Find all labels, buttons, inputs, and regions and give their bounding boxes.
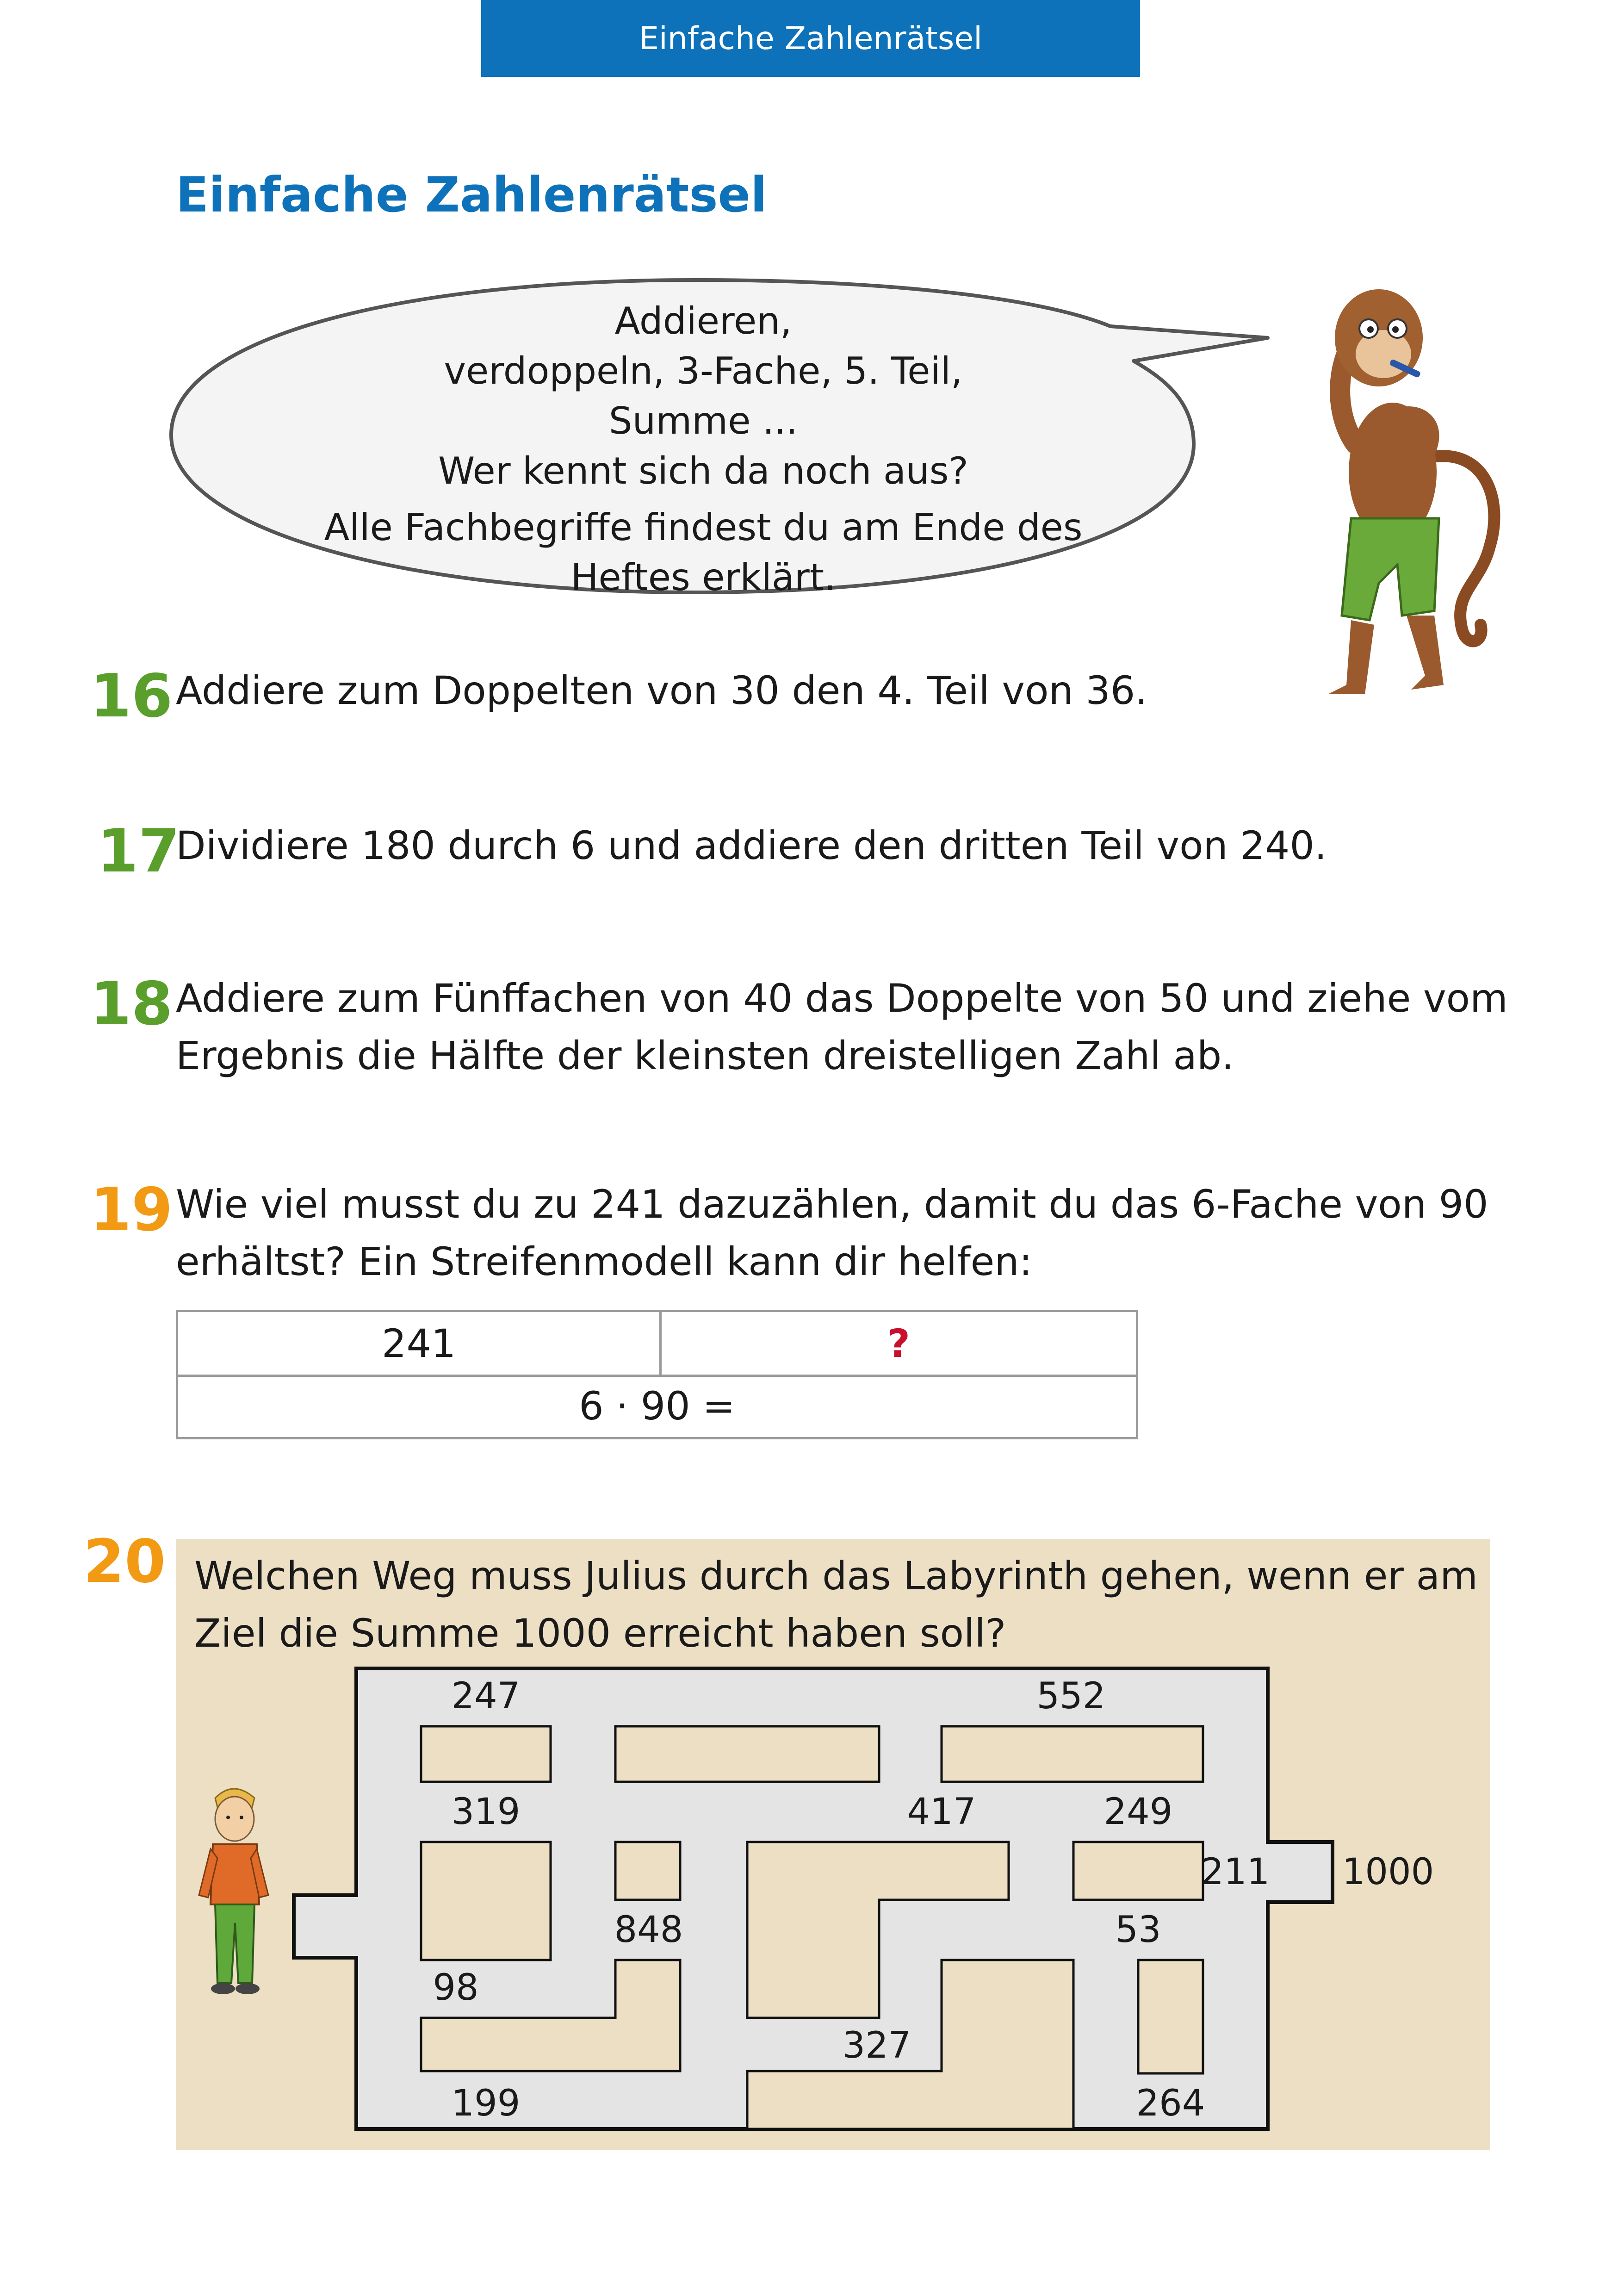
task-line: Dividiere 180 durch 6 und addiere den dritten Teil von 240. xyxy=(176,823,1327,868)
maze-panel xyxy=(176,1539,1490,2150)
task-line: Ergebnis die Hälfte der kleinsten dreistelligen Zahl ab. xyxy=(176,1033,1234,1078)
maze-number: 319 xyxy=(451,1791,521,1833)
maze-goal-number: 1000 xyxy=(1342,1851,1434,1893)
strip-cell-known: 241 xyxy=(178,1312,662,1375)
maze-number: 53 xyxy=(1115,1909,1161,1951)
task-number-16: 16 xyxy=(90,662,173,731)
maze-wall xyxy=(615,1726,879,1782)
task-line: Addiere zum Doppelten von 30 den 4. Teil von 36. xyxy=(176,668,1147,713)
task-16-text xyxy=(176,662,1147,719)
task-17-text xyxy=(176,817,1327,874)
maze-number: 327 xyxy=(842,2025,911,2066)
strip-model-table xyxy=(176,1310,1138,1439)
task-line: Welchen Weg muss Julius durch das Labyrinth gehen, wenn er am xyxy=(194,1553,1478,1599)
maze-labyrinth xyxy=(176,1539,1490,2150)
maze-number: 249 xyxy=(1103,1791,1173,1833)
task-line: Addiere zum Fünffachen von 40 das Doppelte von 50 und ziehe vom xyxy=(176,976,1508,1021)
monkey-illustration xyxy=(1286,259,1527,703)
maze-number: 264 xyxy=(1136,2083,1205,2124)
maze-number: 247 xyxy=(451,1675,521,1717)
task-line: Wie viel musst du zu 241 dazuzählen, damit du das 6-Fache von 90 xyxy=(176,1182,1488,1227)
task-line: erhältst? Ein Streifenmodell kann dir helfen: xyxy=(176,1239,1032,1284)
boy-julius-illustration xyxy=(190,1780,278,2002)
bubble-note-line: Alle Fachbegriffe findest du am Ende des xyxy=(324,506,1083,549)
section-header-label: Einfache Zahlenrätsel xyxy=(639,20,983,57)
maze-wall xyxy=(615,1842,680,1900)
maze-number: 417 xyxy=(907,1791,976,1833)
bubble-line: Wer kennt sich da noch aus? xyxy=(438,449,968,492)
task-number-19: 19 xyxy=(90,1176,173,1244)
task-line: Ziel die Summe 1000 erreicht haben soll? xyxy=(194,1611,1006,1656)
maze-number: 98 xyxy=(433,1967,479,2009)
task-19-text xyxy=(176,1176,1488,1290)
bubble-line: Summe ... xyxy=(608,399,798,442)
section-header-bar xyxy=(481,0,1140,77)
maze-number: 552 xyxy=(1036,1675,1106,1717)
task-number-17: 17 xyxy=(97,817,180,886)
maze-number: 211 xyxy=(1201,1851,1270,1893)
bubble-note-line: Heftes erklärt. xyxy=(570,556,836,599)
task-18-text xyxy=(176,970,1508,1084)
task-number-18: 18 xyxy=(90,970,173,1039)
strip-model-whole-row xyxy=(178,1375,1136,1437)
strip-cell-unknown: ? xyxy=(887,1320,911,1366)
maze-wall xyxy=(421,1842,551,1960)
speech-bubble-text xyxy=(287,296,1120,603)
maze-wall xyxy=(1073,1842,1203,1900)
strip-model-parts-row xyxy=(178,1312,1136,1377)
maze-wall xyxy=(1138,1960,1203,2073)
maze-wall xyxy=(942,1726,1203,1782)
page-title: Einfache Zahlenrätsel xyxy=(176,167,767,223)
bubble-line: Addieren, xyxy=(614,299,792,342)
maze-number: 848 xyxy=(614,1909,683,1951)
task-number-20: 20 xyxy=(83,1527,166,1596)
strip-cell-whole: 6 · 90 = xyxy=(579,1383,735,1429)
maze-number: 199 xyxy=(451,2083,521,2124)
maze-wall xyxy=(421,1726,551,1782)
bubble-line: verdoppeln, 3-Fache, 5. Teil, xyxy=(444,349,963,392)
